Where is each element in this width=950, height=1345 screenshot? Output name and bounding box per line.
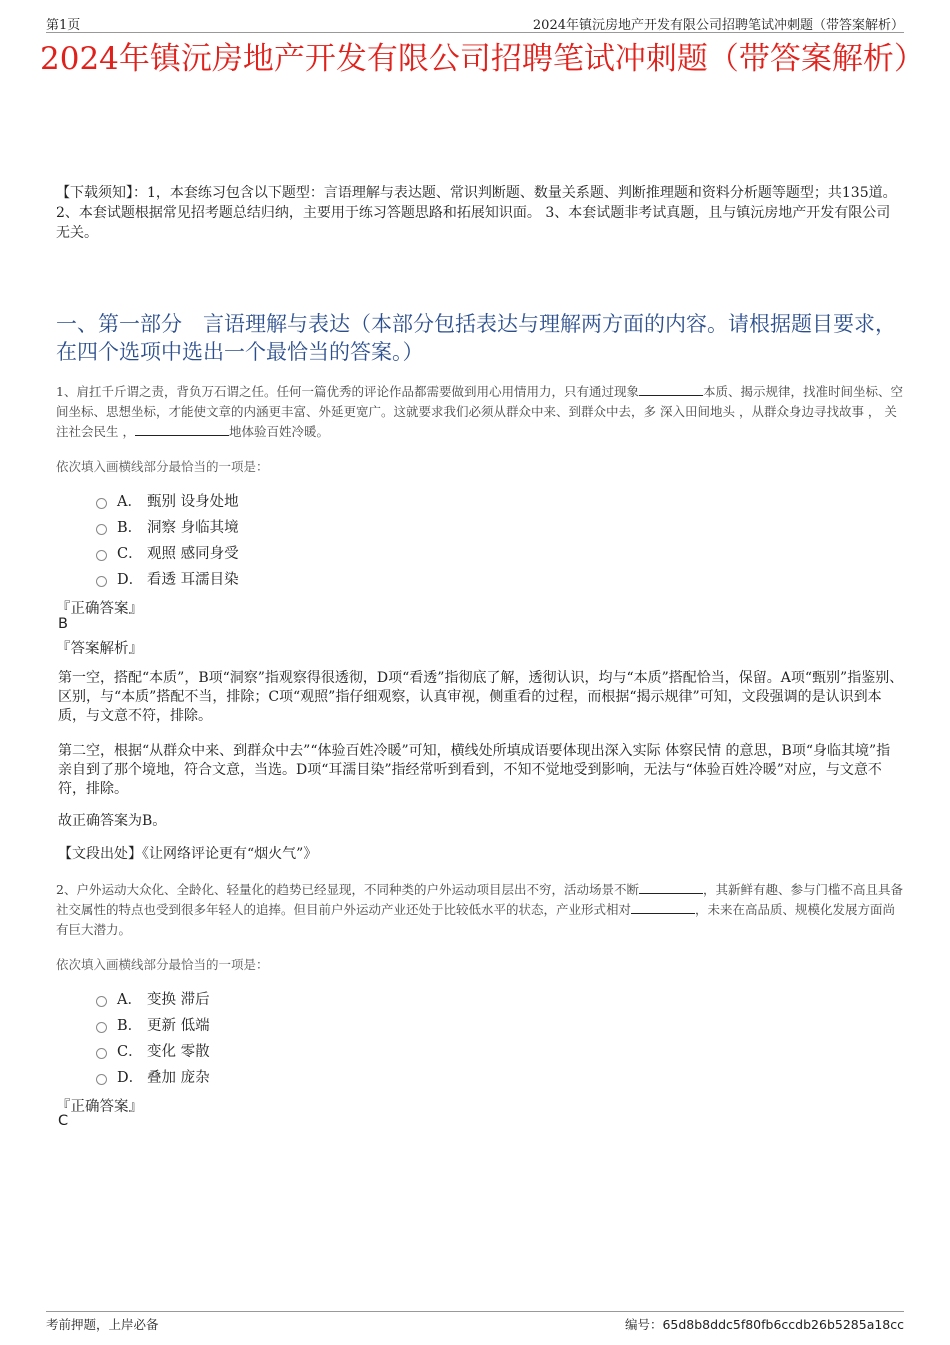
answer-blank: [631, 900, 695, 914]
correct-answer: B: [58, 616, 68, 632]
radio-icon[interactable]: [96, 1074, 107, 1085]
option-a[interactable]: A． 变换 滞后: [96, 985, 210, 1011]
radio-icon[interactable]: [96, 1022, 107, 1033]
question-2-options: [96, 985, 210, 1089]
correct-answer-label: 『正确答案』: [56, 601, 143, 617]
radio-icon[interactable]: [96, 1048, 107, 1059]
question-2-stem: 2、户外运动大众化、全龄化、轻量化的趋势已经显现，不同种类的户外运动项目层出不穷，活动场景不断 ，其新鲜有趣、参与门槛不高且具备社交属性的特点也受到很多年轻人的追捧。但目前户外运动产业还处于比较低水平的状态，产业形式相对 ，未来在高品质、规模化发展方面尚有巨大潜力。: [56, 882, 903, 937]
download-notice: 【下载须知】：1，本套练习包含以下题型：言语理解与表达题、常识判断题、数量关系题、判断推理题和资料分析题等题型；共135道。 2、本套试题根据常见招考题总结归纳，主要用于练习答题思路和拓展知识面。 3、本套试题非考试真题，且与镇沅房地产开发有限公司无关。: [56, 185, 897, 241]
page-header: [46, 14, 904, 33]
option-c[interactable]: C． 变化 零散: [96, 1037, 210, 1063]
question-1-stem: 1、肩扛千斤谓之责，背负万石谓之任。任何一篇优秀的评论作品都需要做到用心用情用力，只有通过现象 本质、揭示规律，找准时间坐标、空间坐标、思想坐标，才能使文章的内涵更丰富、外延更宽广。这就要求我们必须从群众中来、到群众中去，多 深入田间地头 ，从群众身边寻找故事 ， 关注社会民生 ， 地体验百姓冷暖。: [56, 384, 903, 439]
radio-icon[interactable]: [96, 550, 107, 561]
option-b[interactable]: B． 更新 低端: [96, 1011, 210, 1037]
page-number: 第1页: [46, 18, 81, 33]
option-d[interactable]: D． 叠加 庞杂: [96, 1063, 210, 1089]
analysis-paragraph: 第一空，搭配“本质”，B项“洞察”指观察得很透彻，D项“看透”指彻底了解，透彻认识，均与“本质”搭配恰当，保留。A项“甄别”指鉴别、区别，与“本质”搭配不当，排除；C项“观照”指仔细观察，认真审视，侧重看的过程，而根据“揭示规律”可知，文段强调的是认识到本质，与文意不符，排除。: [58, 670, 904, 724]
analysis-paragraph: 第二空，根据“从群众中来、到群众中去”“体验百姓冷暖”可知，横线处所填成语要体现出深入实际 体察民情 的意思，B项“身临其境”指亲自到了那个境地，符合文意，当选。D项“耳濡目染”指经常听到看到，不知不觉地受到影响，无法与“体验百姓冷暖”对应，与文意不符，排除。: [58, 743, 891, 797]
footer-slogan: 考前押题，上岸必备: [46, 1317, 159, 1332]
analysis-conclusion: 故正确答案为B。: [58, 813, 167, 829]
section-heading: 一、第一部分 言语理解与表达（本部分包括表达与理解两方面的内容。请根据题目要求，在四个选项中选出一个最恰当的答案。）: [56, 312, 896, 364]
radio-icon[interactable]: [96, 498, 107, 509]
correct-answer: C: [58, 1113, 69, 1129]
page-footer: [46, 1311, 904, 1332]
question-1-instruction: 依次填入画横线部分最恰当的一项是：: [56, 459, 269, 474]
document-code: 编号：65d8b8ddc5f80fb6ccdb26b5285a18cc: [624, 1317, 904, 1332]
answer-blank: [639, 880, 703, 894]
option-d[interactable]: D． 看透 耳濡目染: [96, 565, 239, 591]
analysis-label: 『答案解析』: [56, 641, 143, 657]
correct-answer-label: 『正确答案』: [56, 1099, 143, 1115]
document-title: 2024年镇沅房地产开发有限公司招聘笔试冲刺题（带答案解析）: [40, 41, 925, 77]
header-doc-title: 2024年镇沅房地产开发有限公司招聘笔试冲刺题（带答案解析）: [532, 18, 904, 33]
question-2-instruction: 依次填入画横线部分最恰当的一项是：: [56, 957, 269, 972]
passage-source: 【文段出处】《让网络评论更有“烟火气”》: [58, 846, 318, 862]
option-c[interactable]: C． 观照 感同身受: [96, 539, 239, 565]
answer-blank: [135, 422, 229, 436]
question-1-options: [96, 487, 239, 591]
answer-blank: [639, 382, 703, 396]
option-a[interactable]: A． 甄别 设身处地: [96, 487, 239, 513]
radio-icon[interactable]: [96, 524, 107, 535]
option-b[interactable]: B． 洞察 身临其境: [96, 513, 239, 539]
radio-icon[interactable]: [96, 996, 107, 1007]
radio-icon[interactable]: [96, 576, 107, 587]
